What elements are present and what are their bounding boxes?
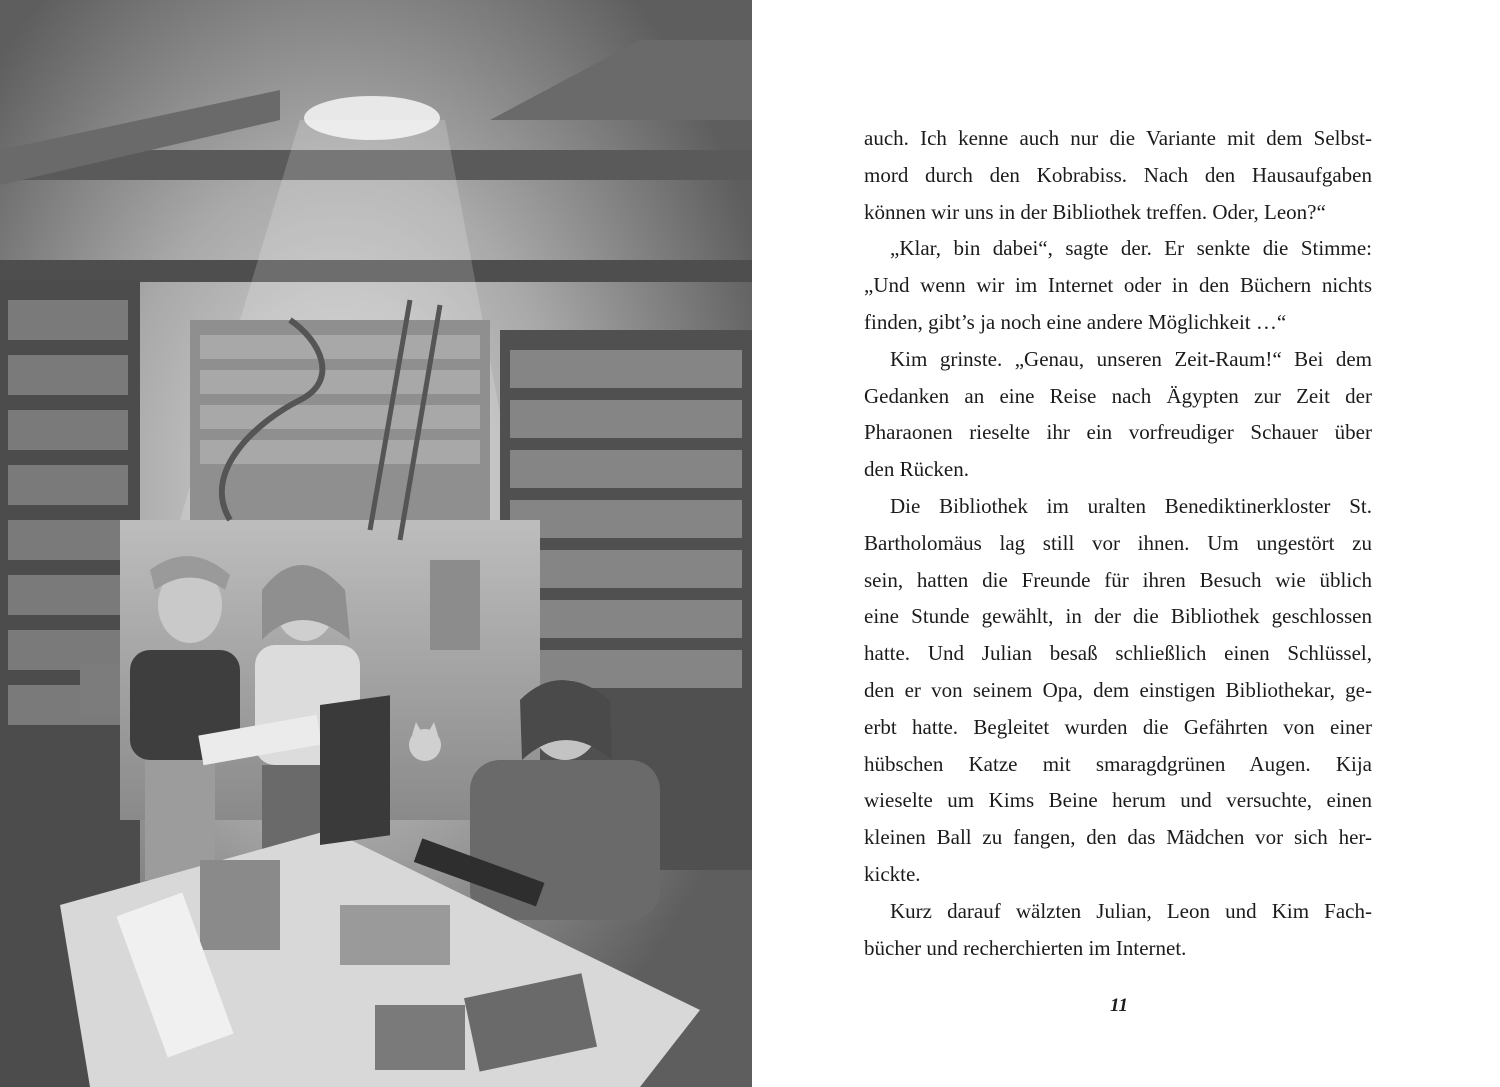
text-line: hatte. Und Julian besaß schließlich einen Schlüssel, <box>864 641 1372 666</box>
text-line: auch. Ich kenne auch nur die Variante mit dem Selbst- <box>864 126 1372 150</box>
text-line: Bartholomäus lag still vor ihnen. Um ungestört zu <box>864 530 1372 555</box>
page-number: 11 <box>1110 995 1128 1016</box>
text-line: können wir uns in der Bibliothek treffen. Oder, Leon?“ <box>864 199 1326 224</box>
text-line: Gedanken an eine Reise nach Ägypten zur Zeit der <box>864 383 1372 408</box>
text-line: kleinen Ball zu fangen, den das Mädchen vor sich her- <box>864 825 1372 850</box>
text-line: „Und wenn wir im Internet oder in den Büchern nichts <box>864 273 1372 298</box>
text-line: hübschen Katze mit smaragdgrünen Augen. Kija <box>864 751 1372 776</box>
text-line: bücher und recherchierten im Internet. <box>864 935 1187 960</box>
text-line: finden, gibt’s ja noch eine andere Möglichkeit …“ <box>864 309 1287 334</box>
text-line: mord durch den Kobrabiss. Nach den Hausaufgaben <box>864 162 1372 187</box>
text-line: Pharaonen rieselte ihr ein vorfreudiger Schauer über <box>864 420 1372 445</box>
text-line: kickte. <box>864 861 921 886</box>
text-line: Kurz darauf wälzten Julian, Leon und Kim Fach- <box>890 898 1372 923</box>
text-line: „Klar, bin dabei“, sagte der. Er senkte die Stimme: <box>890 236 1372 261</box>
body-text <box>864 120 1372 966</box>
text-page <box>752 0 1500 1087</box>
text-line: den er von seinem Opa, dem einstigen Bibliothekar, ge- <box>864 677 1372 702</box>
text-line: sein, hatten die Freunde für ihren Besuch wie üblich <box>864 567 1372 592</box>
text-line: eine Stunde gewählt, in der die Bibliothek geschlossen <box>864 604 1372 629</box>
text-line: den Rücken. <box>864 457 969 482</box>
text-line: Kim grinste. „Genau, unseren Zeit-Raum!“ Bei dem <box>890 346 1372 371</box>
text-line: wieselte um Kims Beine herum und versuchte, einen <box>864 788 1372 813</box>
text-line: Die Bibliothek im uralten Benediktinerkloster St. <box>890 493 1372 518</box>
text-line: erbt hatte. Begleitet wurden die Gefährten von einer <box>864 714 1372 739</box>
